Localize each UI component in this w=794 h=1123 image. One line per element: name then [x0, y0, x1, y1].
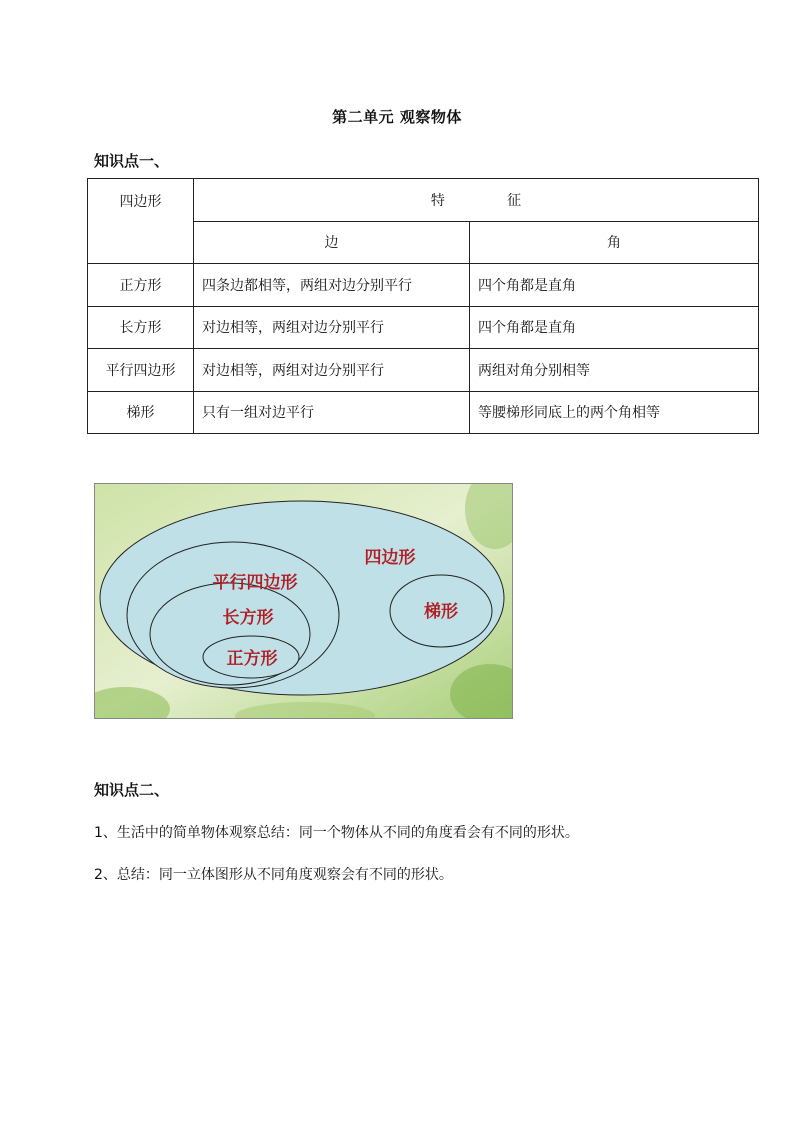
row-side-cell: 四条边都相等，两组对边分别平行: [194, 264, 470, 307]
row-angle-cell: 四个角都是直角: [470, 306, 759, 349]
header-feature-label: 特 征: [430, 192, 522, 209]
section-heading-2: 知识点二、: [94, 781, 170, 799]
row-shape-cell: 平行四边形: [88, 349, 194, 392]
row-angle-cell: 四个角都是直角: [470, 264, 759, 307]
parallelogram-label: 平行四边形: [212, 573, 298, 593]
quadrilateral-label: 四边形: [364, 548, 416, 568]
row-side-cell: 对边相等，两组对边分别平行: [194, 306, 470, 349]
subheader-angle-cell: 角: [470, 221, 759, 264]
page-title: 第二单元 观察物体: [332, 108, 462, 126]
row-shape-cell: 正方形: [88, 264, 194, 307]
header-shape-cell: 四边形: [88, 179, 194, 264]
table-row: [88, 391, 759, 434]
row-side-cell: 只有一组对边平行: [194, 391, 470, 434]
row-shape-cell: 长方形: [88, 306, 194, 349]
trapezoid-label: 梯形: [424, 602, 458, 622]
quadrilateral-venn-diagram: [94, 483, 513, 719]
rectangle-label: 长方形: [222, 608, 274, 628]
summary-item-2: 2、总结：同一立体图形从不同角度观察会有不同的形状。: [94, 867, 453, 883]
summary-item-1: 1、生活中的简单物体观察总结：同一个物体从不同的角度看会有不同的形状。: [94, 825, 579, 841]
row-shape-cell: 梯形: [88, 391, 194, 434]
header-feature-cell: [194, 179, 759, 222]
row-angle-cell: 两组对角分别相等: [470, 349, 759, 392]
section-heading-1: 知识点一、: [94, 152, 170, 170]
table-row: [88, 306, 759, 349]
row-angle-cell: 等腰梯形同底上的两个角相等: [470, 391, 759, 434]
quadrilateral-table: [87, 178, 759, 434]
square-label: 正方形: [226, 649, 278, 669]
venn-svg: [95, 484, 512, 718]
table-row: [88, 349, 759, 392]
row-side-cell: 对边相等，两组对边分别平行: [194, 349, 470, 392]
subheader-side-cell: 边: [194, 221, 470, 264]
table-row: [88, 264, 759, 307]
